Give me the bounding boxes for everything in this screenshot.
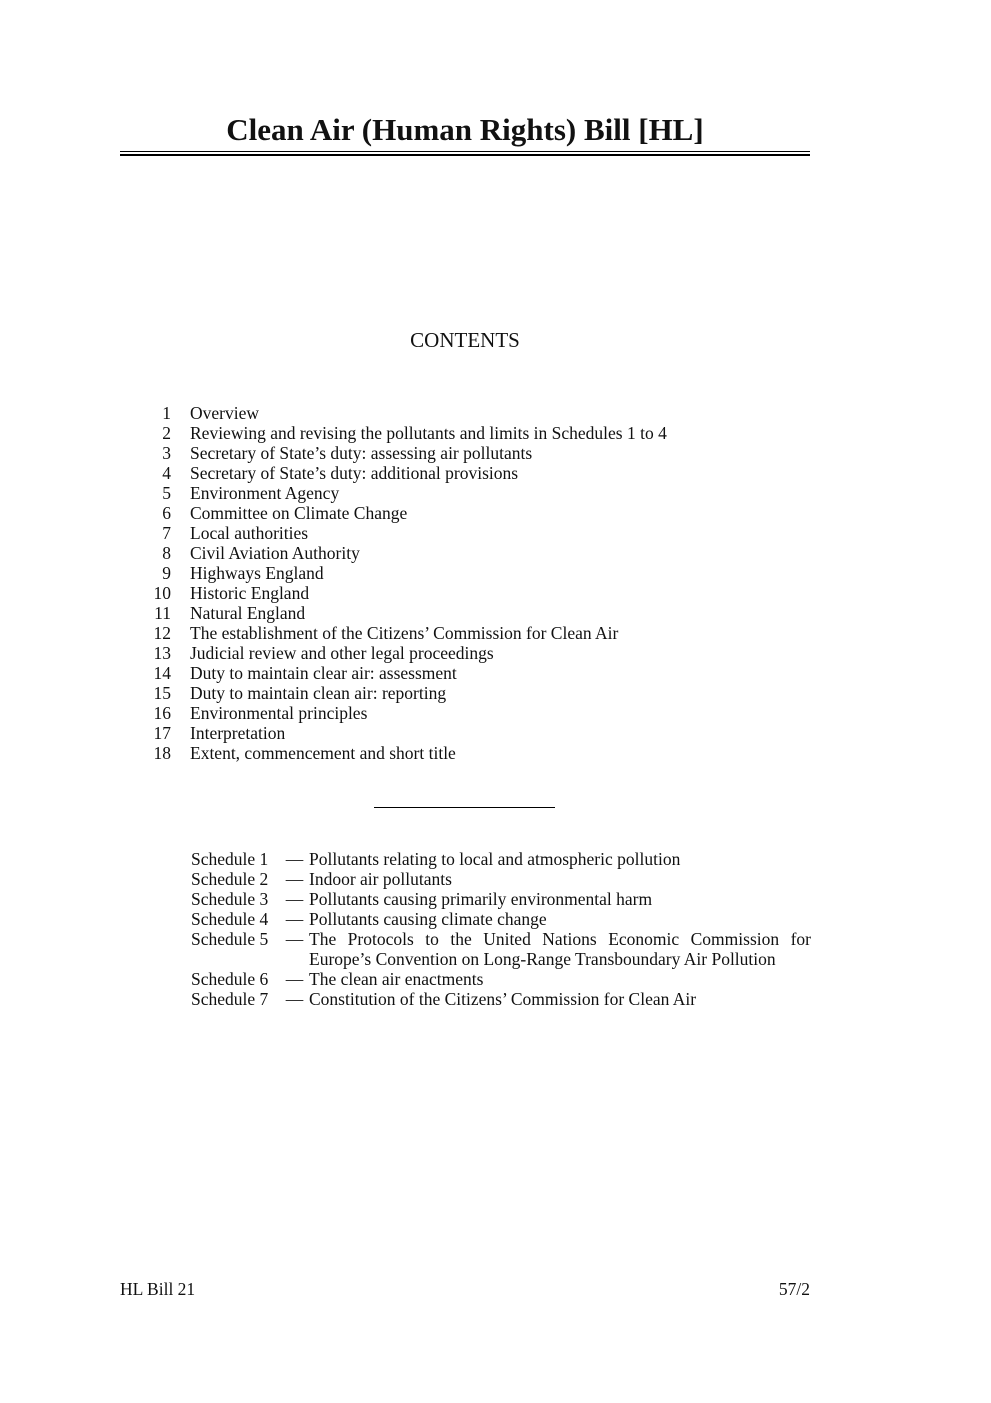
schedule-item — [191, 909, 811, 929]
schedule-item — [191, 889, 811, 909]
section-number: 5 — [162, 483, 171, 503]
section-title: Historic England — [190, 583, 310, 603]
schedule-item — [191, 969, 811, 989]
schedule-title: Pollutants causing climate change — [309, 909, 547, 929]
section-title: Committee on Climate Change — [190, 503, 408, 523]
print-reference: 57/2 — [778, 1279, 810, 1299]
bill-title: Clean Air (Human Rights) Bill [HL] — [226, 112, 704, 147]
section-item — [140, 743, 780, 763]
section-number: 6 — [162, 503, 171, 523]
section-number: 10 — [153, 583, 171, 603]
schedule-dash: — — [285, 989, 304, 1009]
schedule-dash: — — [285, 889, 304, 909]
title-rule-thin — [120, 151, 810, 152]
schedule-dash: — — [285, 849, 304, 869]
sections-list — [140, 403, 780, 763]
schedule-item — [191, 869, 811, 889]
section-item — [140, 463, 780, 483]
section-title: Extent, commencement and short title — [190, 743, 456, 763]
section-title: Environmental principles — [190, 703, 368, 723]
section-number: 13 — [153, 643, 171, 663]
section-item — [140, 483, 780, 503]
bill-number: HL Bill 21 — [120, 1279, 196, 1299]
section-number: 3 — [162, 443, 171, 463]
section-item — [140, 723, 780, 743]
schedule-dash: — — [285, 929, 304, 949]
schedule-label: Schedule 4 — [191, 909, 269, 929]
section-title: Secretary of State’s duty: additional provisions — [190, 463, 519, 483]
section-item — [140, 423, 780, 443]
section-number: 18 — [153, 743, 171, 763]
section-number: 7 — [162, 523, 171, 543]
section-title: Environment Agency — [190, 483, 340, 503]
section-item — [140, 583, 780, 603]
section-title: The establishment of the Citizens’ Commission for Clean Air — [190, 623, 619, 643]
section-title: Overview — [190, 403, 260, 423]
schedule-label: Schedule 7 — [191, 989, 269, 1009]
section-title: Local authorities — [190, 523, 309, 543]
section-title: Secretary of State’s duty: assessing air pollutants — [190, 443, 533, 463]
schedule-dash: — — [285, 969, 304, 989]
section-number: 9 — [162, 563, 171, 583]
section-item — [140, 623, 780, 643]
section-number: 2 — [162, 423, 171, 443]
section-item — [140, 703, 780, 723]
section-title: Duty to maintain clean air: reporting — [190, 683, 447, 703]
schedule-title: The Protocols to the United Nations Economic Commission for Europe’s Convention on Long-Range Transboundary Air Pollution — [309, 929, 811, 969]
section-item — [140, 543, 780, 563]
schedule-item — [191, 929, 811, 969]
schedules-list — [191, 849, 811, 1009]
schedule-dash: — — [285, 909, 304, 929]
section-title: Civil Aviation Authority — [190, 543, 360, 563]
section-item — [140, 443, 780, 463]
schedule-label: Schedule 3 — [191, 889, 269, 909]
schedule-item — [191, 849, 811, 869]
section-divider-rule — [374, 807, 555, 808]
section-title: Reviewing and revising the pollutants and limits in Schedules 1 to 4 — [190, 423, 667, 443]
schedule-title: Pollutants causing primarily environmental harm — [309, 889, 653, 909]
section-number: 4 — [162, 463, 171, 483]
section-number: 8 — [162, 543, 171, 563]
section-number: 15 — [153, 683, 171, 703]
section-title: Natural England — [190, 603, 306, 623]
section-item — [140, 663, 780, 683]
section-number: 11 — [154, 603, 171, 623]
section-item — [140, 563, 780, 583]
schedule-title: The clean air enactments — [309, 969, 484, 989]
schedule-item — [191, 989, 811, 1009]
title-rule-thick — [120, 154, 810, 156]
section-item — [140, 643, 780, 663]
section-title: Interpretation — [190, 723, 286, 743]
schedule-title: Pollutants relating to local and atmospheric pollution — [309, 849, 681, 869]
schedule-label: Schedule 6 — [191, 969, 269, 989]
section-title: Judicial review and other legal proceedings — [190, 643, 494, 663]
section-title: Duty to maintain clear air: assessment — [190, 663, 457, 683]
schedule-label: Schedule 5 — [191, 929, 269, 949]
section-item — [140, 603, 780, 623]
section-number: 1 — [162, 403, 171, 423]
schedule-title: Constitution of the Citizens’ Commission for Clean Air — [309, 989, 697, 1009]
section-item — [140, 403, 780, 423]
section-number: 14 — [153, 663, 171, 683]
schedule-label: Schedule 2 — [191, 869, 269, 889]
schedule-label: Schedule 1 — [191, 849, 269, 869]
section-number: 12 — [153, 623, 171, 643]
section-number: 16 — [153, 703, 171, 723]
contents-heading: CONTENTS — [410, 328, 520, 352]
schedule-title: Indoor air pollutants — [309, 869, 452, 889]
section-number: 17 — [153, 723, 171, 743]
schedule-dash: — — [285, 869, 304, 889]
section-item — [140, 523, 780, 543]
section-item — [140, 683, 780, 703]
section-title: Highways England — [190, 563, 324, 583]
section-item — [140, 503, 780, 523]
